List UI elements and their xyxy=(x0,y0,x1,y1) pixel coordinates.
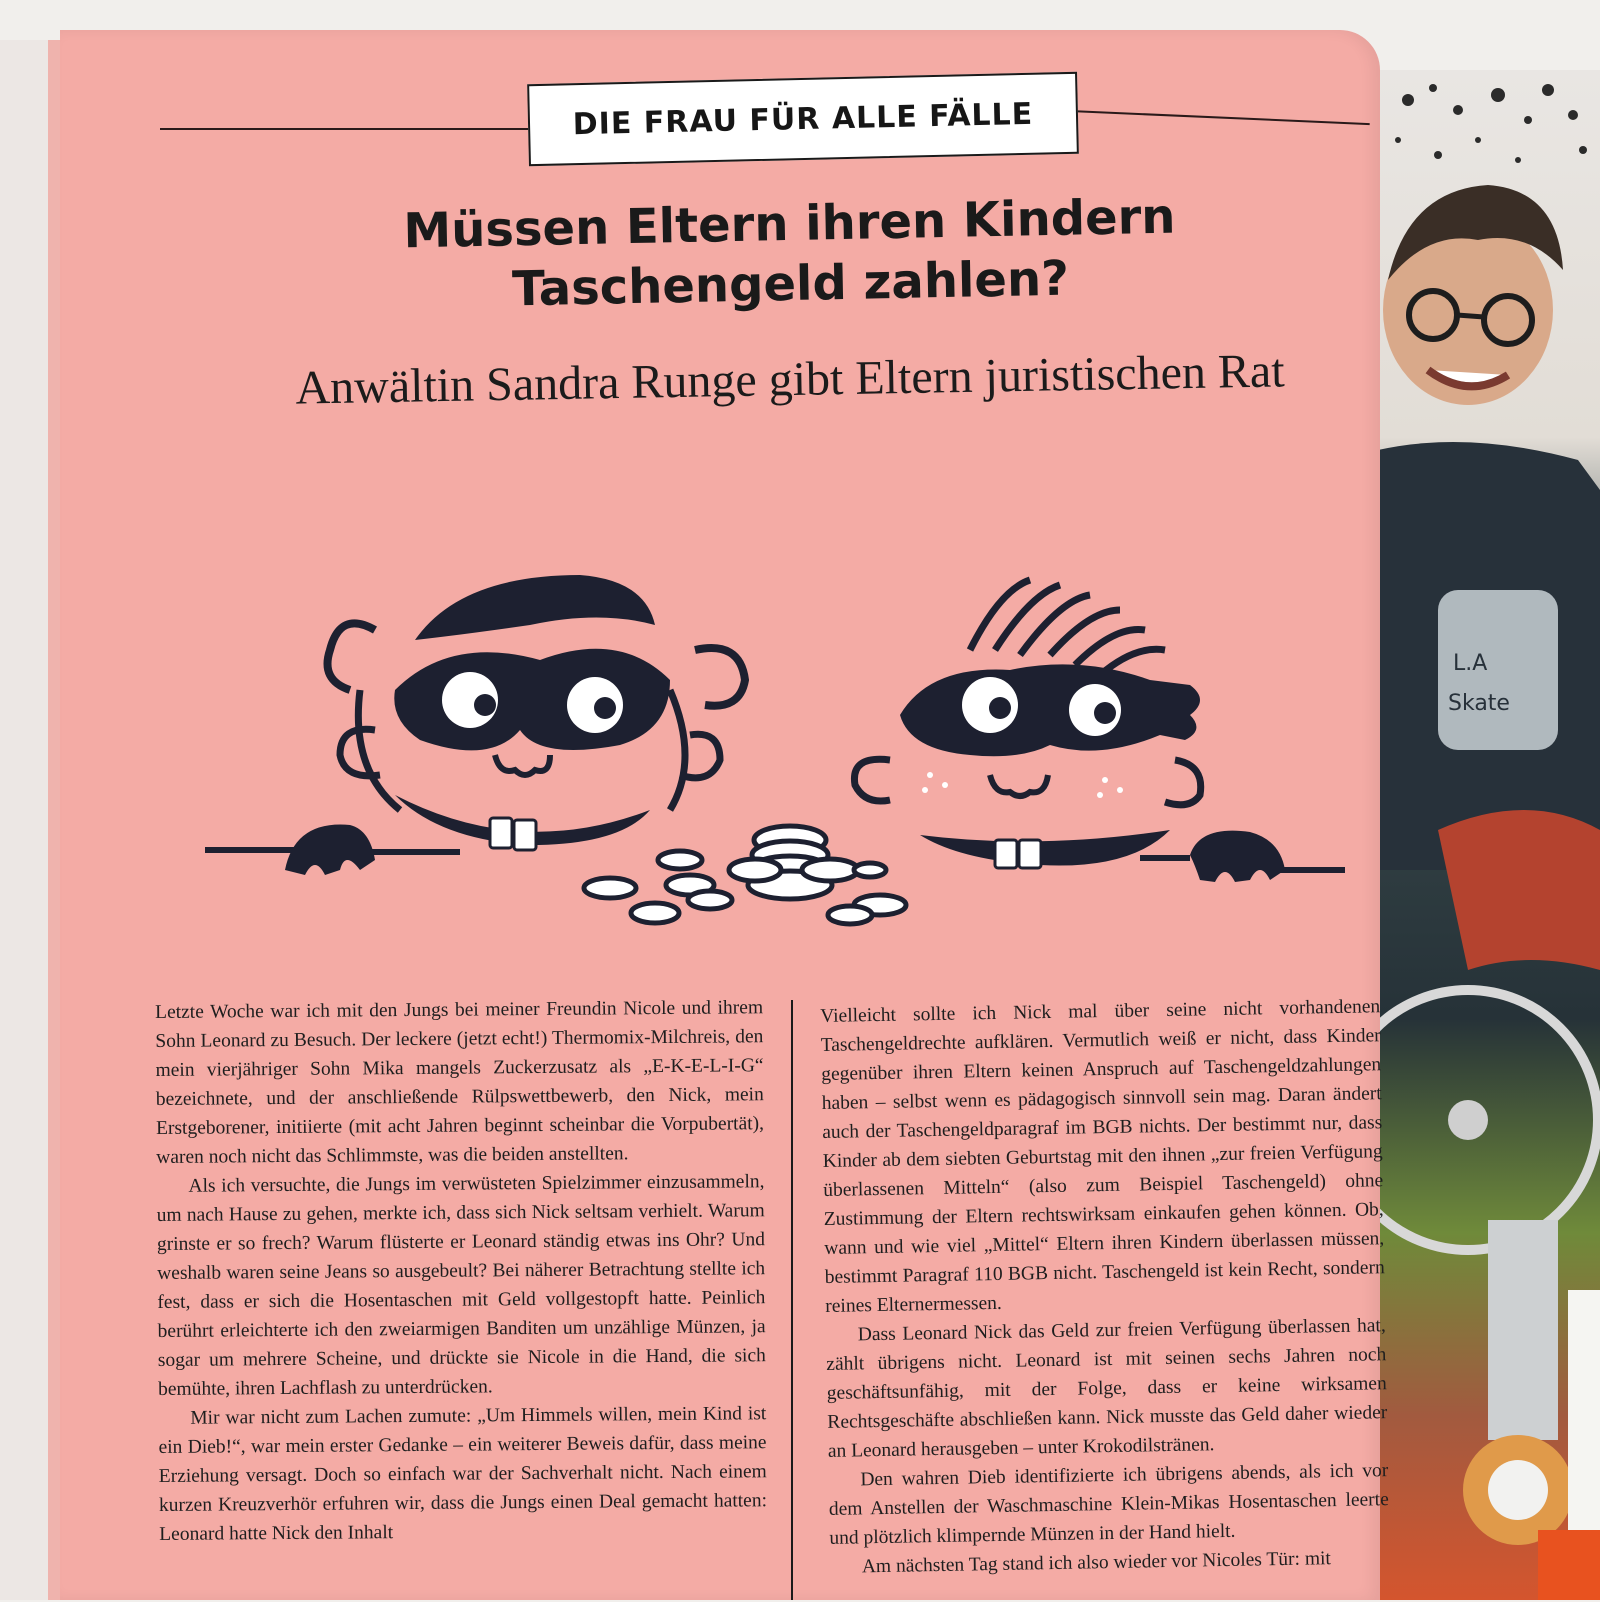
rubric-rule-left xyxy=(160,128,530,130)
bandit-kids-illustration xyxy=(200,570,1360,960)
right-mask xyxy=(900,664,1200,756)
column-divider xyxy=(791,1000,793,1600)
paragraph: Als ich versuchte, die Jungs im verwüsteten Spielzimmer einzusammeln, um nach Hause zu gehen, merkte ich, dass sich Nick seltsam verhielt. Warum grinste er so frech? Warum flüsterte er Leonard ständig etwas ins Ohr? Und weshalb waren seine Jeans so ausgebeult? Bei näherer Betrachtung stellte ich fest, dass er sich die Hosentaschen mit Geld vollgestopft hatte. Peinlich berührt erleichterte ich den zweiarmigen Banditen um unzählige Münzen, ja sogar um mehrere Scheine, und drückte sie Nicole in die Hand, die sich bemühte, ihren Lachflash zu unterdrücken. xyxy=(156,1171,766,1400)
headline xyxy=(299,185,1281,324)
svg-text:Skate: Skate xyxy=(1448,691,1510,716)
page-edge-sliver xyxy=(48,40,60,1600)
left-mask xyxy=(394,649,670,751)
adjacent-page-photo xyxy=(1378,70,1600,1600)
coin-pile xyxy=(584,826,906,924)
photo-orange-block xyxy=(1538,1530,1600,1600)
headline-line-1: Müssen Eltern ihren Kindern xyxy=(402,188,1176,260)
cap-shape xyxy=(415,575,655,640)
rubric-label xyxy=(527,72,1079,166)
paragraph: Den wahren Dieb identifizierte ich übrigens abends, als ich vor dem Anstellen der Waschmaschine Klein-Mikas Hosentaschen leerte und plötzlich klimpernde Münzen in der Hand hielt. xyxy=(828,1460,1389,1549)
paragraph: Letzte Woche war ich mit den Jungs bei meiner Freundin Nicole und ihrem Sohn Leonard zu Besuch. Der leckere (jetzt echt!) Thermomix-Milchreis, den mein vierjähriger Sohn Mika mangels Zuckerzusatz als „E-K-E-L-I-G“ bezeichnete, und der anschließende Rülpswettbewerb, den Nick, mein Erstgeborener, initiierte (mit acht Jahren beginnt scheinbar die Vorpubertät), waren noch nicht das Schlimmste, was die beiden anstellten. xyxy=(155,997,765,1168)
paragraph: Dass Leonard Nick das Geld zur freien Verfügung überlassen hat, zählt übrigens nicht. Leonard ist mit seinen sechs Jahren noch geschäftsunfähig, mit der Folge, dass er keine wirksamen Rechtsgeschäfte abschließen kann. Nick musste das Geld daher wieder an Leonard herausgeben – unter Krokodilstränen. xyxy=(826,1315,1388,1462)
paragraph: Mir war nicht zum Lachen zumute: „Um Himmels willen, mein Kind ist ein Dieb!“, war mein erster Gedanke – ein weiterer Beweis dafür, dass meine Erziehung versagt. Doch so einfach war der Sachverhalt nicht. Nach einem kurzen Kreuzverhör erfuhren wir, dass die Jungs einen Deal gemacht hatten: Leonard hatte Nick den Inhalt xyxy=(158,1403,768,1545)
photo-white-panel xyxy=(1568,1290,1600,1530)
article-column-left xyxy=(155,993,767,1549)
paragraph: Vielleicht sollte ich Nick mal über seine nicht vorhandenen Taschengeldrechte aufklären. Vermutlich weiß er nicht, dass Kinder gegenüber ihren Eltern keinen Anspruch auf Taschengeldzahlungen haben – selbst wenn es pädagogisch sinnvoll sein mag. Daran ändert auch der Taschengeldparagraf im BGB nichts. Der bestimmt nur, dass Kinder ab dem siebten Geburtstag mit den ihnen „zur freien Verfügung überlassenen Mitteln“ (also zum Beispiel Taschengeld) ohne Zustimmung der Eltern rechtswirksam einkaufen gehen können. Ob, wann und wie viel „Mittel“ Eltern ihren Kindern überlassen müssen, bestimmt Paragraf 110 BGB nicht. Taschengeld ist kein Recht, sondern reines Elternermessen. xyxy=(820,996,1385,1317)
headline-line-2: Taschengeld zahlen? xyxy=(511,250,1070,318)
boy-in-wheelchair-photo xyxy=(1378,70,1600,1600)
paragraph: Am nächsten Tag stand ich also wieder vor Nicoles Tür: mit xyxy=(861,1548,1332,1578)
article-column-right xyxy=(820,992,1390,1602)
previous-page-edge xyxy=(0,40,60,1600)
svg-text:L.A: L.A xyxy=(1453,651,1488,676)
rubric-text: DIE FRAU FÜR ALLE FÄLLE xyxy=(572,96,1034,142)
subheadline: Anwältin Sandra Runge gibt Eltern juristischen Rat xyxy=(295,344,1285,415)
